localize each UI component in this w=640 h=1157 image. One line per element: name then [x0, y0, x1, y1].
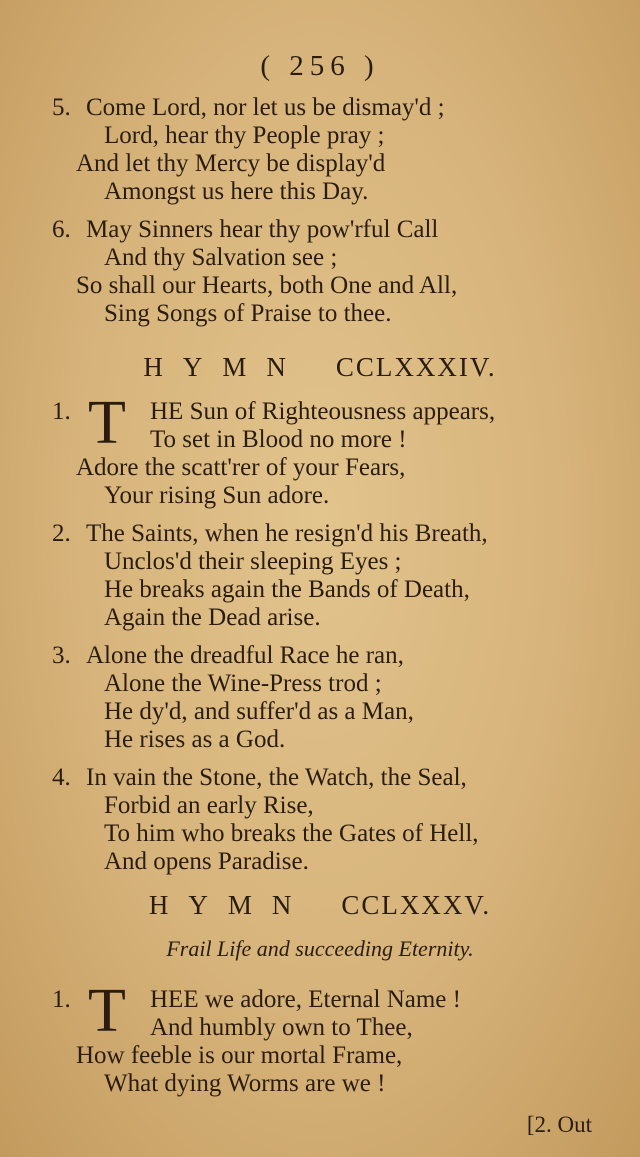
hymn-heading-word: HYMN: [143, 352, 306, 382]
verse-line: Again the Dead arise.: [104, 604, 321, 631]
page-number: ( 256 ): [260, 50, 380, 82]
verse-line: Sing Songs of Praise to thee.: [104, 300, 392, 327]
hymn-heading-word: HYMN: [148, 890, 312, 920]
verse-number: 2.: [52, 520, 71, 547]
verse-number: 1.: [52, 398, 71, 425]
verse-line: Alone the Wine-Press trod ;: [104, 670, 382, 697]
verse-number: 5.: [52, 94, 71, 121]
verse-number: 4.: [52, 764, 71, 791]
drop-cap: T: [88, 389, 126, 457]
verse-line: Unclos'd their sleeping Eyes ;: [104, 548, 402, 575]
hymn-heading: [0, 890, 640, 921]
hymn-subtitle: Frail Life and succeeding Eternity.: [166, 936, 474, 961]
verse-line: Forbid an early Rise,: [104, 792, 314, 819]
verse-number: 6.: [52, 216, 71, 243]
verse-line: Amongst us here this Day.: [104, 178, 369, 205]
verse-number: 3.: [52, 642, 71, 669]
hymn-heading-number: CCLXXXV.: [341, 890, 492, 920]
verse-line: The Saints, when he resign'd his Breath,: [86, 520, 488, 547]
verse-line: And let thy Mercy be display'd: [76, 150, 386, 177]
verse-line: And humbly own to Thee,: [150, 1014, 413, 1041]
verse-line: May Sinners hear thy pow'rful Call: [86, 216, 439, 243]
catchword: [2. Out: [526, 1112, 592, 1137]
verse-line: Adore the scatt'rer of your Fears,: [76, 454, 406, 481]
verse-line: How feeble is our mortal Frame,: [76, 1042, 403, 1069]
verse-line: HE Sun of Righteousness appears,: [150, 398, 496, 425]
verse-line: He rises as a God.: [104, 726, 286, 753]
verse-line: Lord, hear thy People pray ;: [104, 122, 385, 149]
hymn-heading: [0, 352, 640, 383]
verse-line: Alone the dreadful Race he ran,: [86, 642, 404, 669]
verse-line: He dy'd, and suffer'd as a Man,: [104, 698, 414, 725]
verse-line: To set in Blood no more !: [150, 426, 407, 453]
verse-line: HEE we adore, Eternal Name !: [150, 986, 461, 1013]
verse-line: And opens Paradise.: [104, 848, 309, 875]
verse-line: To him who breaks the Gates of Hell,: [104, 820, 479, 847]
verse-line: Come Lord, nor let us be dismay'd ;: [86, 94, 445, 121]
drop-cap: T: [88, 977, 126, 1045]
verse-line: And thy Salvation see ;: [104, 244, 338, 271]
verse-line: Your rising Sun adore.: [104, 482, 330, 509]
verse-line: He breaks again the Bands of Death,: [104, 576, 470, 603]
hymn-heading-number: CCLXXXIV.: [335, 352, 497, 382]
verse-line: In vain the Stone, the Watch, the Seal,: [86, 764, 467, 791]
verse-line: So shall our Hearts, both One and All,: [76, 272, 458, 299]
verse-line: What dying Worms are we !: [104, 1070, 386, 1097]
verse-number: 1.: [52, 986, 71, 1013]
